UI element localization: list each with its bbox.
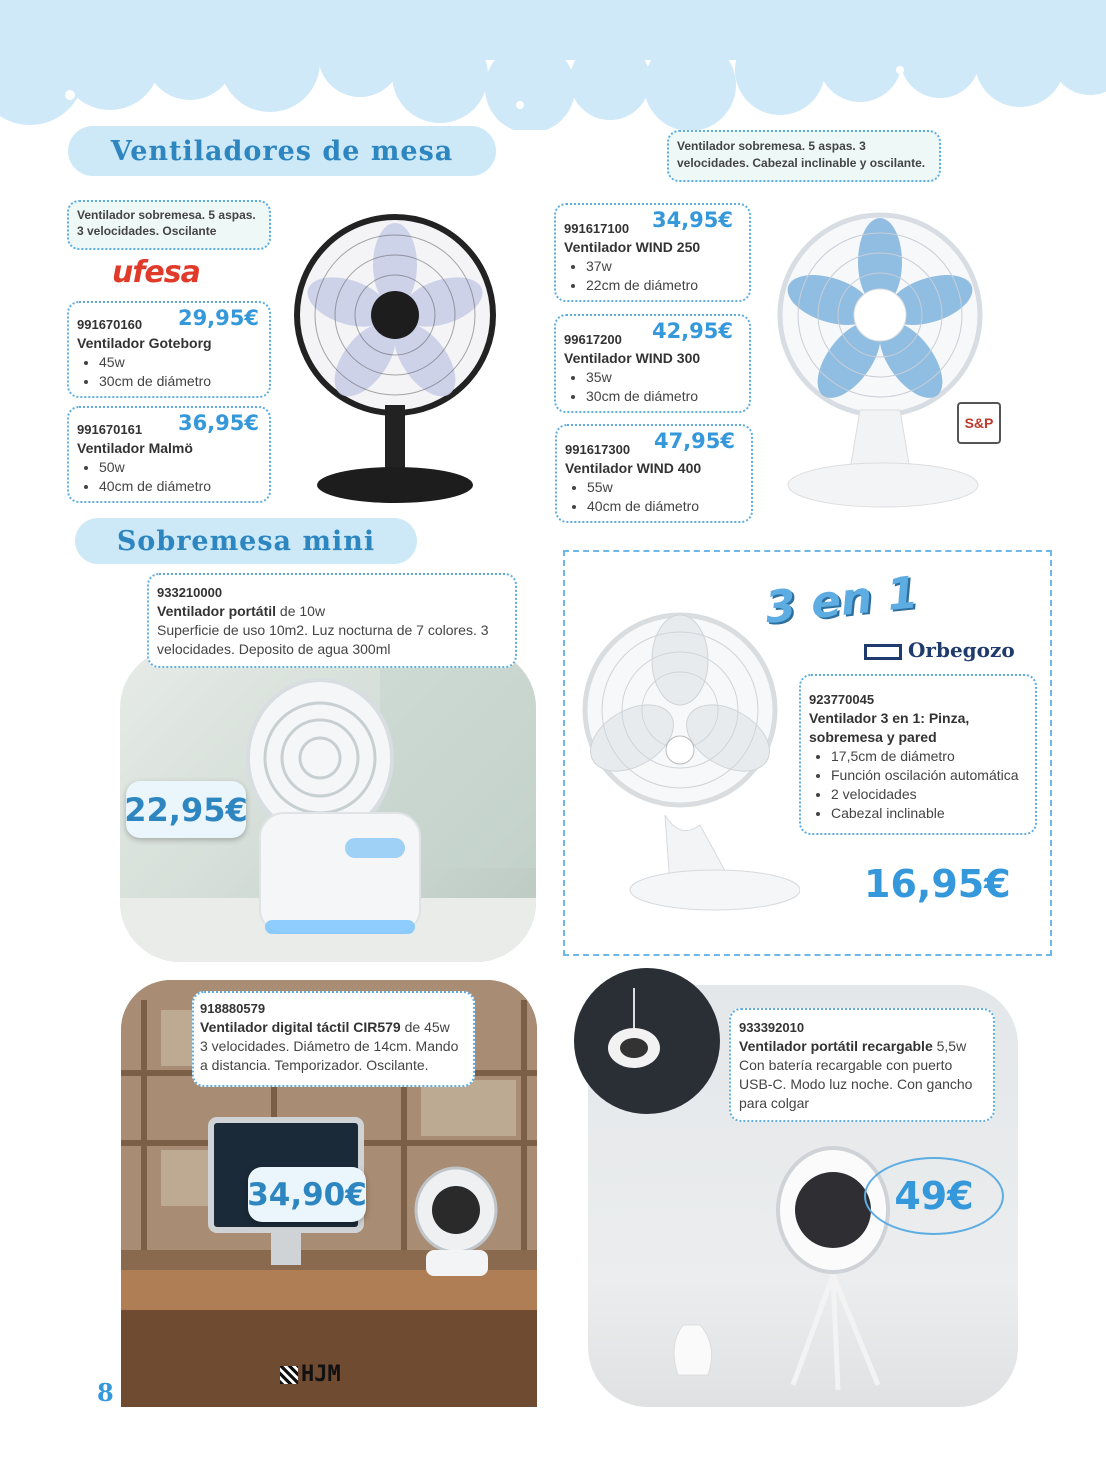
- feature: • 50w: [99, 458, 261, 477]
- feature: • 37w: [586, 257, 741, 276]
- product-malmo: [67, 406, 271, 503]
- recargable-info: [729, 1008, 995, 1122]
- product-price: 29,95€: [177, 306, 259, 330]
- feature-list: [77, 458, 261, 496]
- orbegozo-headline: 3 en 1: [762, 567, 921, 634]
- ufesa-logo: ufesa: [112, 255, 200, 290]
- product-code: 991617300: [565, 442, 631, 457]
- section-title-mini: [75, 518, 417, 564]
- product-code: 991670160: [77, 317, 143, 332]
- feature-list: [809, 747, 1027, 823]
- product-code: 918880579: [200, 1001, 266, 1016]
- product-wind-250: [554, 203, 751, 302]
- product-code: 933392010: [739, 1020, 805, 1035]
- feature: • Cabezal inclinable: [831, 804, 1027, 823]
- cir579-price: 34,90€: [247, 1176, 367, 1213]
- ufesa-description-text: Ventilador sobremesa. 5 aspas. 3 velocidades. Oscilante: [77, 208, 256, 238]
- orbegozo-price: 16,95€: [864, 862, 1011, 906]
- product-description: Superficie de uso 10m2. Luz nocturna de 7 colores. 3 velocidades. Deposito de agua 300ml: [157, 622, 489, 657]
- orbegozo-logo: [864, 638, 1015, 662]
- product-price: 36,95€: [177, 411, 259, 435]
- feature: • 17,5cm de diámetro: [831, 747, 1027, 766]
- feature: • 2 velocidades: [831, 785, 1027, 804]
- sp-logo: [957, 402, 1001, 444]
- feature: • 45w: [99, 353, 261, 372]
- feature-list: [565, 478, 743, 516]
- hanging-fan-illustration: [574, 968, 720, 1114]
- product-name: Ventilador WIND 250: [564, 239, 701, 255]
- product-code: 933210000: [157, 585, 223, 600]
- product-name: Ventilador digital táctil CIR579: [200, 1019, 401, 1035]
- mini-price: 22,95€: [124, 790, 248, 829]
- product-name: Ventilador 3 en 1: Pinza, sobremesa y pared: [809, 710, 970, 745]
- feature-list: [564, 257, 741, 295]
- sp-logo-text: S&P: [964, 415, 994, 431]
- hjm-logo: [280, 1362, 341, 1387]
- section-title-mesa: [68, 126, 496, 176]
- product-name: Ventilador Goteborg: [77, 335, 212, 351]
- product-price: 34,95€: [651, 208, 733, 232]
- product-name: Ventilador WIND 400: [565, 460, 702, 476]
- mini-price-tag: [126, 781, 246, 838]
- ufesa-description: [67, 200, 271, 250]
- product-description: 3 velocidades. Diámetro de 14cm. Mando a distancia. Temporizador. Oscilante.: [200, 1038, 459, 1073]
- feature: • 30cm de diámetro: [586, 387, 741, 406]
- product-wattage: de 45w: [400, 1019, 450, 1035]
- product-name: Ventilador portátil recargable: [739, 1038, 933, 1054]
- product-code: 99617200: [564, 332, 622, 347]
- sp-description: [667, 130, 941, 182]
- product-code: 923770045: [809, 692, 875, 707]
- product-name: Ventilador Malmö: [77, 440, 193, 456]
- feature: • 40cm de diámetro: [587, 497, 743, 516]
- sp-fan-image: [775, 200, 995, 520]
- qr-icon: [280, 1366, 298, 1384]
- cloud-header: [0, 0, 1106, 130]
- feature: • 30cm de diámetro: [99, 372, 261, 391]
- section-title-mini-text: Sobremesa mini: [116, 525, 376, 557]
- product-code: 991617100: [564, 221, 630, 236]
- product-wattage: de 10w: [276, 603, 326, 619]
- hjm-logo-text: HJM: [301, 1362, 341, 1387]
- feature: • Función oscilación automática: [831, 766, 1027, 785]
- product-code: 991670161: [77, 422, 143, 437]
- feature: • 22cm de diámetro: [586, 276, 741, 295]
- ufesa-fan-image: [290, 210, 500, 510]
- product-price: 47,95€: [653, 429, 735, 453]
- orbegozo-logo-mark: [864, 644, 902, 660]
- cir579-price-tag: [248, 1167, 366, 1222]
- feature: • 40cm de diámetro: [99, 477, 261, 496]
- cir579-info: [192, 991, 475, 1087]
- recargable-hanging-photo: [574, 968, 720, 1114]
- orbegozo-logo-text: Orbegozo: [908, 638, 1015, 662]
- product-price: 42,95€: [651, 319, 733, 343]
- orbegozo-fan-image: [580, 600, 800, 920]
- recargable-price-badge: [864, 1157, 1004, 1235]
- product-name: Ventilador WIND 300: [564, 350, 701, 366]
- page-number: 8: [97, 1378, 114, 1407]
- recargable-price: 49€: [894, 1174, 974, 1218]
- sp-description-text: Ventilador sobremesa. 5 aspas. 3 velocidades. Cabezal inclinable y oscilante.: [677, 139, 926, 170]
- feature-list: [77, 353, 261, 391]
- feature: • 35w: [586, 368, 741, 387]
- mini-info: [147, 573, 517, 668]
- product-wind-300: [554, 314, 751, 413]
- feature: • 55w: [587, 478, 743, 497]
- product-description: Con batería recargable con puerto USB-C. Modo luz noche. Con gancho para colgar: [739, 1057, 973, 1111]
- product-wattage: 5,5w: [932, 1038, 967, 1054]
- feature-list: [564, 368, 741, 406]
- section-title-mesa-text: Ventiladores de mesa: [110, 135, 454, 167]
- product-name: Ventilador portátil: [157, 603, 277, 619]
- product-wind-400: [555, 424, 753, 523]
- orbegozo-info: [799, 674, 1037, 835]
- product-goteborg: [67, 301, 271, 398]
